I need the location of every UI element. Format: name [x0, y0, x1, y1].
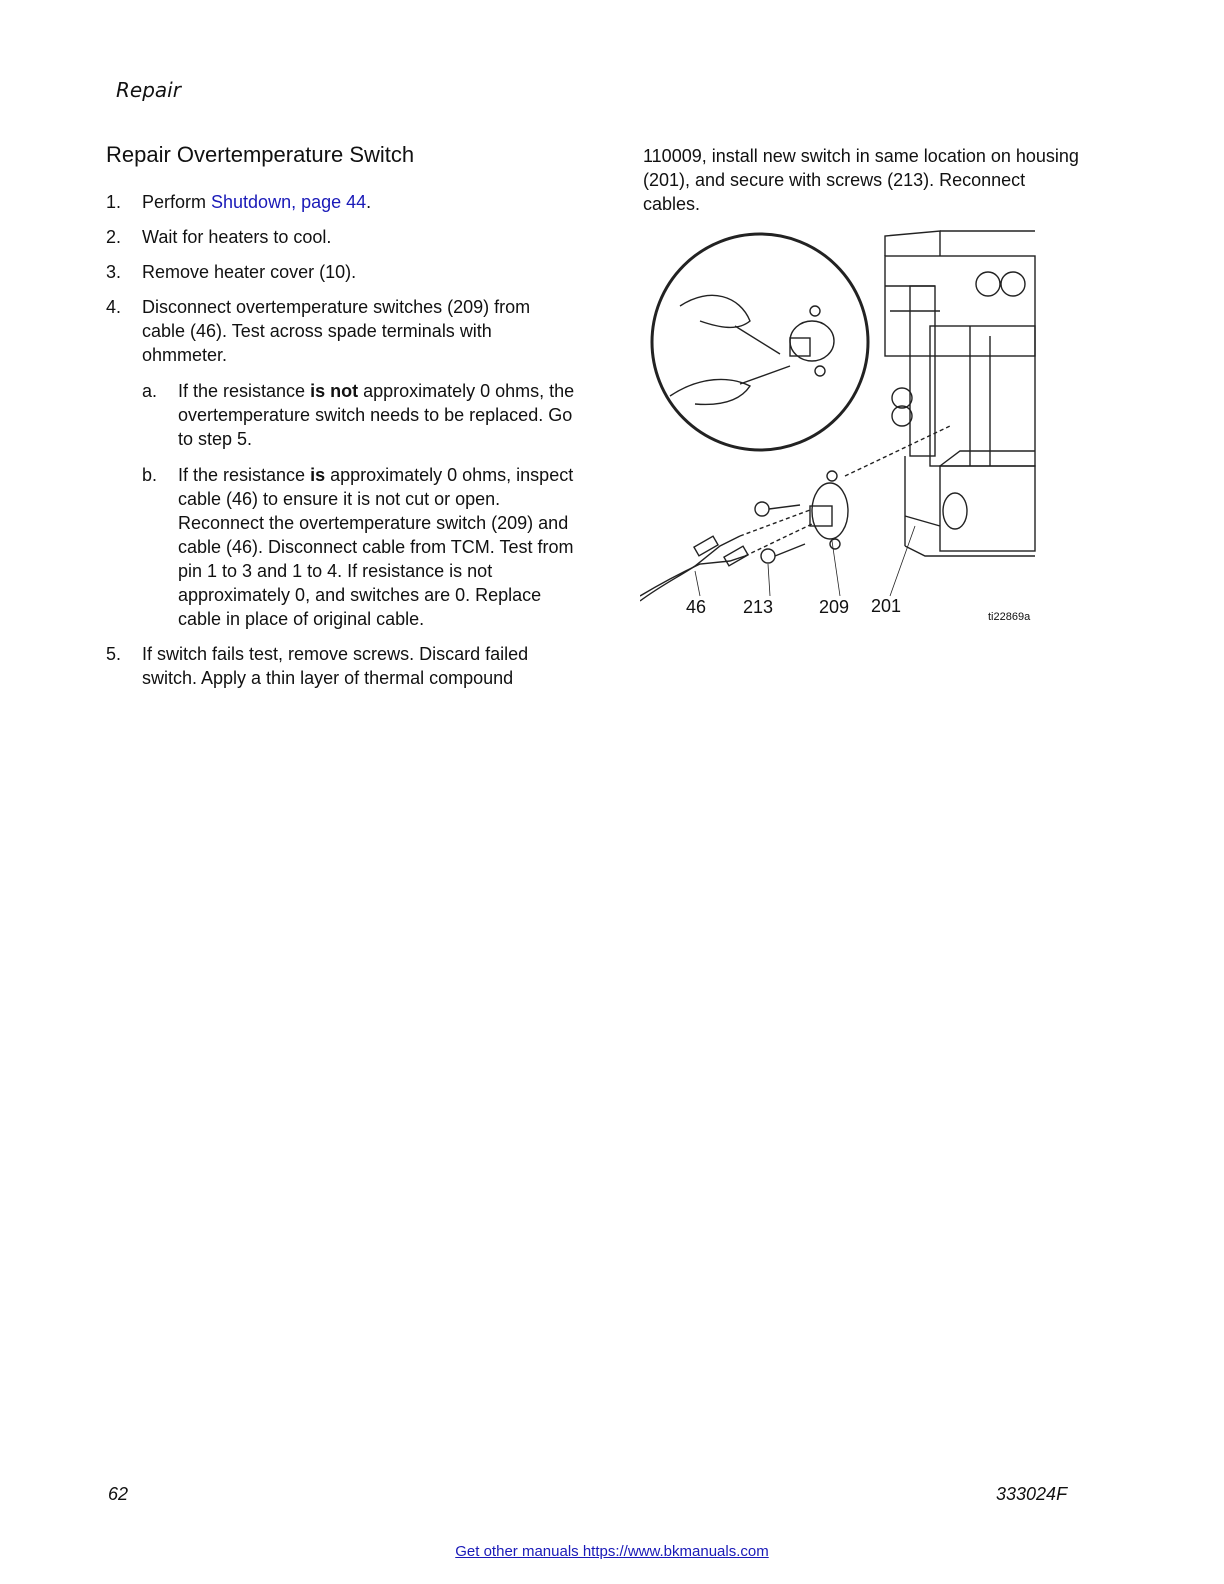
step-text: Disconnect overtemperature switches (209) from cable (46). Test across spade terminals with ohmmeter.	[142, 297, 531, 365]
document-number: 333024F	[996, 1484, 1068, 1504]
manuals-link[interactable]: Get other manuals https://www.bkmanuals.com	[455, 1543, 769, 1560]
step-text: If switch fails test, remove screws. Discard failed switch. Apply a thin layer of thermal compound	[142, 644, 529, 688]
substep-letter: a.	[142, 381, 158, 401]
substep-text: If the resistance	[178, 381, 311, 401]
step-1	[106, 190, 576, 214]
step-number: 4.	[106, 297, 122, 317]
switch-figure	[640, 226, 1040, 626]
machine-heater-housing	[930, 326, 1035, 466]
substep-a	[142, 379, 576, 451]
substep-letter: b.	[142, 465, 158, 485]
substep-emphasis: is not	[310, 381, 359, 401]
callout-213: 213	[743, 597, 774, 617]
step-text: Perform	[142, 192, 212, 212]
step-number: 1.	[106, 192, 122, 212]
step-number: 2.	[106, 227, 122, 247]
page-title: Repair Overtemperature Switch	[106, 142, 415, 167]
step-3	[106, 260, 576, 284]
gauge-icon	[892, 388, 912, 408]
step-5	[106, 642, 576, 690]
screw-upper	[755, 502, 769, 516]
substep-emphasis: is	[310, 465, 326, 485]
callout-46: 46	[686, 597, 707, 617]
fan-grille	[943, 493, 967, 529]
callout-209: 209	[819, 597, 850, 617]
step-text: Wait for heaters to cool.	[142, 227, 332, 247]
gauge-icon	[1001, 272, 1025, 296]
page-number: 62	[108, 1484, 129, 1504]
overtemperature-switch-illustration	[640, 226, 1040, 626]
hand-lower	[670, 379, 750, 404]
switch-detail	[790, 321, 834, 361]
overtemperature-switch	[812, 483, 848, 539]
substep-text: If the resistance	[178, 465, 311, 485]
machine-upper-housing	[885, 256, 1035, 356]
step-4	[106, 295, 576, 631]
shutdown-link[interactable]: Shutdown, page 44	[211, 192, 367, 212]
substep-b	[142, 463, 576, 631]
substep-text-rest: approximately 0 ohms, inspect cable (46) to ensure it is not cut or open. Reconnect the overtemperature switch (209) and cable (46). Disconnect cable from TCM. Test from pin 1 to 3 and 1 to 4. If resistance is not approximately 0, and switches are 0. Replace cable in place of original cable.	[178, 465, 574, 629]
step-2	[106, 225, 576, 249]
step-number: 5.	[106, 644, 122, 664]
figure-id: ti22869a	[988, 611, 1031, 623]
gauge-icon	[976, 272, 1000, 296]
probe-lower	[740, 366, 790, 384]
left-column	[106, 190, 576, 701]
screw-lower	[761, 549, 775, 563]
continuation-text: 110009, install new switch in same location on housing (201), and secure with screws (213). Reconnect cables.	[643, 146, 1079, 214]
section-header: Repair	[116, 78, 181, 102]
heater-block	[940, 466, 1035, 551]
step-number: 3.	[106, 262, 122, 282]
probe-upper	[735, 326, 780, 354]
step-text-end: .	[366, 192, 372, 212]
substep-text-rest: approximately 0 ohms, the overtemperature switch needs to be replaced. Go to step 5.	[178, 381, 575, 449]
step-text: Remove heater cover (10).	[142, 262, 357, 282]
callout-201: 201	[871, 596, 902, 616]
hand-upper	[680, 295, 750, 327]
footer-link-row	[0, 1543, 1224, 1560]
